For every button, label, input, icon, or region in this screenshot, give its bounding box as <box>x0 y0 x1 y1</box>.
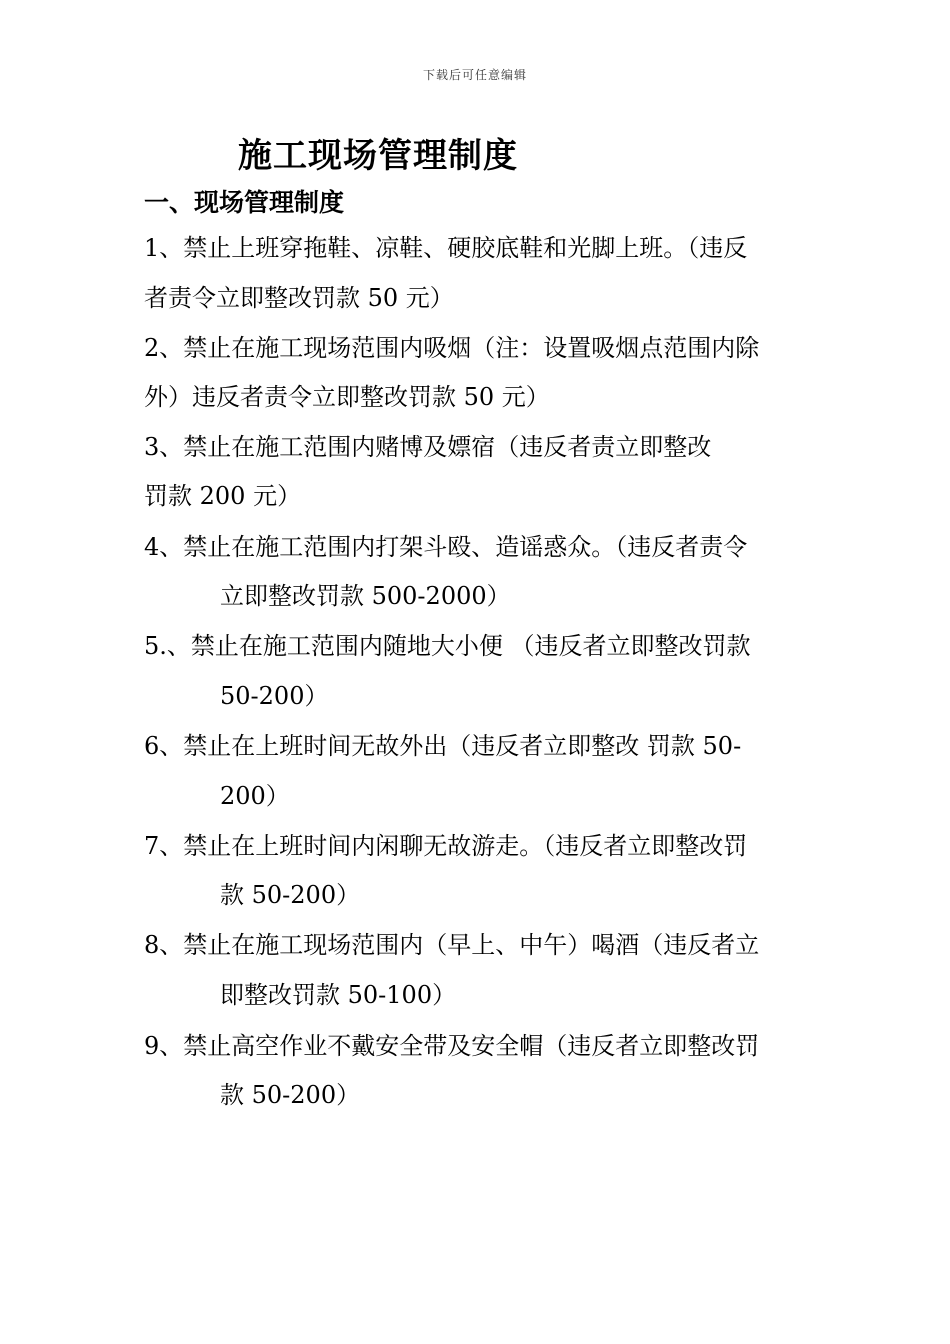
rule-6-line-2: 200） <box>220 782 290 810</box>
rule-4-line-1: 4、禁止在施工范围内打架斗殴、造谣惑众。（违反者责令 <box>144 533 748 561</box>
page-header: 下载后可任意编辑 <box>422 68 527 82</box>
rule-4-line-2: 立即整改罚款 500-2000） <box>220 582 511 610</box>
rule-8-line-2: 即整改罚款 50-100） <box>220 981 457 1009</box>
rule-9-text-c: （违反者立即整改罚 <box>543 1032 760 1060</box>
rule-5-line-1: 5.、禁止在施工范围内随地大小便 （违反者立即整改罚款 <box>144 632 751 660</box>
rule-3-line-2: 罚款 200 元） <box>144 482 302 510</box>
rule-7-line-1: 7、禁止在上班时间内闲聊无故游走。（违反者立即整改罚 <box>144 832 748 860</box>
rule-6-line-1: 6、禁止在上班时间无故外出（违反者立即整改 罚款 50- <box>144 732 742 760</box>
rule-9-line-2: 款 50-200） <box>220 1081 361 1109</box>
rule-1-line-2: 者责令立即整改罚款 50 元） <box>144 284 454 312</box>
section-heading: 一、现场管理制度 <box>144 188 345 217</box>
rule-9-line-1 <box>144 1031 759 1061</box>
rule-7-line-2: 款 50-200） <box>220 881 361 909</box>
rule-1-line-1: 1、禁止上班穿拖鞋、凉鞋、硬胶底鞋和光脚上班。（违反 <box>144 234 748 262</box>
rule-9-text-b: 带及安全帽 <box>423 1032 544 1060</box>
rule-2-line-1: 2、禁止在施工现场范围内吸烟（注：设置吸烟点范围内除 <box>144 334 760 362</box>
rule-3-line-1: 3、禁止在施工范围内赌博及嫖宿（违反者责立即整改 <box>144 433 712 461</box>
page-title: 施工现场管理制度 <box>238 136 518 176</box>
rule-9-text-a: 9、禁止高空作业不戴安全 <box>144 1032 424 1060</box>
rule-2-line-2: 外）违反者责令立即整改罚款 50 元） <box>144 383 550 411</box>
rule-8-line-1: 8、禁止在施工现场范围内（早上、中午）喝酒（违反者立 <box>144 931 760 959</box>
rule-5-line-2: 50-200） <box>220 682 329 710</box>
